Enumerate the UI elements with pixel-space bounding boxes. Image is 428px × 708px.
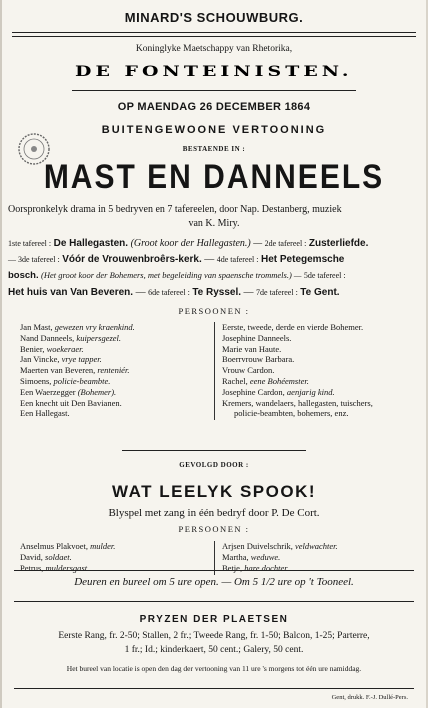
play-description-2: van K. Miry.	[188, 218, 240, 229]
divider	[14, 570, 414, 571]
play-title: MAST EN DANNEELS	[43, 158, 385, 196]
divider	[72, 90, 356, 91]
cast-entry: Josephine Danneels.	[222, 332, 292, 343]
cast-entry: policie-beambten, bohemers, enz.	[234, 408, 349, 419]
divider	[122, 450, 306, 451]
bottom-rule	[14, 688, 414, 689]
cast-list-right-2	[222, 541, 338, 573]
followed-by: GEVOLGD DOOR :	[179, 461, 249, 469]
cast-entry: Anselmus Plakvoet, mulder.	[20, 541, 116, 551]
cast-entry: Arjsen Duivelschrik, veldwachter.	[222, 541, 338, 551]
cast-entry: David, soldaet.	[20, 551, 72, 562]
play-description: Oorspronkelyk drama in 5 bedryven en 7 tafereelen, door Nap. Destanberg, muziek	[8, 204, 342, 215]
cast-entry: Martha, weduwe.	[222, 551, 281, 562]
box-office-notice: Het bureel van locatie is open den dag der vertooning van 11 ure 's morgens tot één ure namiddag.	[66, 664, 362, 673]
cast-entry: Boerrvrouw Barbara.	[222, 354, 295, 365]
cast-entry: Vrouw Cardon.	[222, 365, 275, 376]
divider	[14, 601, 414, 602]
scene-line-1: 1ste tafereel : De Hallegasten. (Groot koor der Hallegasten.) — 2de tafereel : Zusterliefde.	[8, 238, 369, 249]
society-name: Koninglyke Maetschappy van Rhetorika,	[135, 44, 293, 54]
special-performance: BUITENGEWOONE VERTOONING	[101, 124, 327, 136]
cast-entry: Jan Vincke, vrye tapper.	[20, 354, 102, 365]
cast-entry: Jan Mast, gewezen vry kraenkind.	[20, 322, 135, 332]
cast-entry: Kremers, wandelaers, hallegasten, tuischers,	[222, 397, 373, 408]
cast-entry: Nand Danneels, kuipersgezel.	[20, 332, 122, 343]
persons-heading: PERSOONEN :	[178, 306, 250, 316]
scene-line-2: — 3de tafereel : Vóór de Vrouwenbroêrs-kerk. — 4de tafereel : Het Petegemsche	[8, 254, 345, 265]
second-play-title: WAT LEELYK SPOOK!	[111, 482, 317, 501]
cast-entry: Benier, woekeraer.	[20, 343, 84, 354]
cast-list-left	[20, 322, 135, 419]
second-play-description: Blyspel met zang in één bedryf door P. De Cort.	[108, 507, 320, 519]
scene-line-4: Het huis van Van Beveren. — 6de tafereel : Te Ryssel. — 7de tafereel : Te Gent.	[8, 287, 340, 298]
theatre-name: MINARD'S SCHOUWBURG.	[124, 10, 304, 25]
cast-entry: Een knecht uit Den Bavianen.	[20, 397, 122, 408]
cast-entry: Josephine Cardon, aenjarig kind.	[222, 386, 335, 397]
consisting-of: BESTAENDE IN :	[182, 145, 246, 153]
prices-heading: PRYZEN DER PLAETSEN	[139, 614, 289, 625]
top-rule	[12, 32, 416, 33]
cast-divider	[214, 322, 215, 420]
performance-date: OP MAENDAG 26 DECEMBER 1864	[117, 101, 311, 113]
printer-credit: Gent, drukk. F.-J. Dullé-Pers.	[331, 694, 408, 701]
troupe-name: DE FONTEINISTEN.	[75, 64, 353, 80]
cast-list-right	[222, 322, 373, 419]
cast-entry: Petrus, muldersgast.	[20, 562, 90, 573]
cast-list-left-2	[20, 541, 115, 573]
cast-entry: Rachel, eene Bohéemster.	[222, 375, 309, 386]
cast-entry: Eerste, tweede, derde en vierde Bohemer.	[222, 322, 364, 332]
top-rule-thin	[12, 36, 416, 37]
door-times: Deuren en bureel om 5 ure open. — Om 5 1/2 ure op 't Tooneel.	[74, 576, 354, 588]
cast-entry: Een Hallegast.	[20, 408, 70, 419]
cast-entry: Betje, hare dochter.	[222, 562, 289, 573]
scene-line-3: bosch. (Het groot koor der Bohemers, met begeleiding van spaensche trommels.) — 5de tafereel :	[8, 270, 346, 281]
cast-entry: Maerten van Beveren, renteniér.	[20, 365, 130, 376]
cast-entry: Een Waerzegger (Bohemer).	[20, 386, 117, 397]
cast-entry: Marie van Haute.	[222, 343, 282, 354]
cast-entry: Simoens, policie-beambte.	[20, 375, 111, 386]
price-line-1: Eerste Rang, fr. 2-50; Stallen, 2 fr.; Tweede Rang, fr. 1-50; Balcon, 1-25; Parterre,	[58, 631, 370, 641]
persons-heading-2: PERSOONEN :	[178, 524, 250, 534]
price-line-2: 1 fr.; Id.; kinderkaert, 50 cent.; Galery, 50 cent.	[124, 645, 304, 655]
